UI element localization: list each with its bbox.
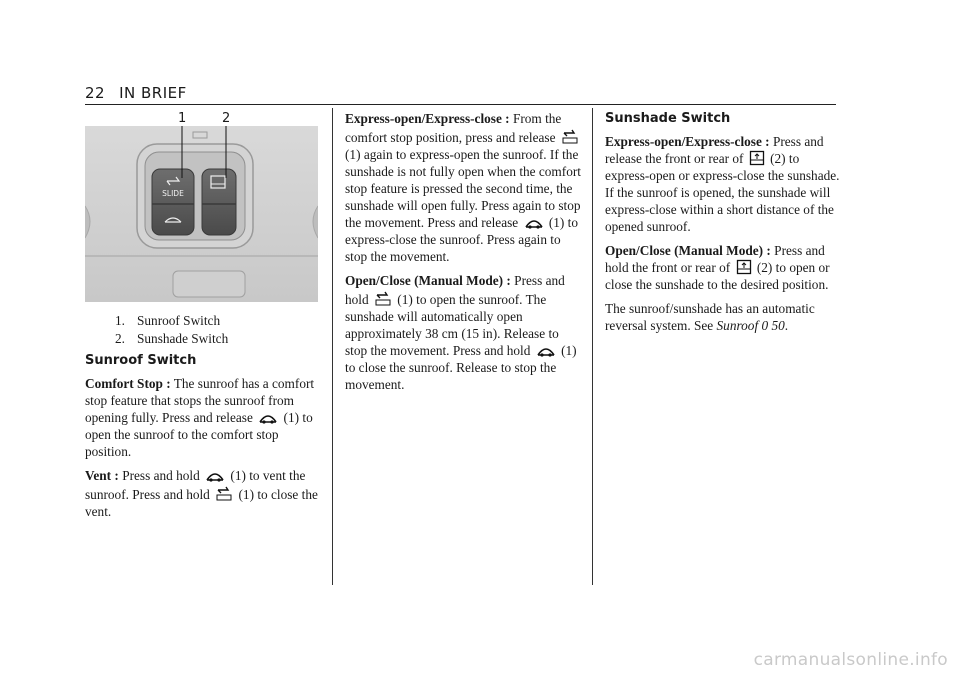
slide-icon	[561, 127, 579, 145]
header-rule	[85, 104, 836, 105]
sunroof-console-figure	[85, 126, 318, 302]
slide-icon	[374, 289, 392, 307]
car-tilt-icon	[524, 216, 544, 230]
page-number: 22	[85, 84, 106, 102]
column-divider	[592, 108, 593, 585]
sunshade-express-paragraph: Express-open/Express-close : Press and release the front or rear of (2) to express-open or express-close the sunshade. If the sunroof is opened, the sunshade will express-close within a short distance of the opened sunroof.	[605, 134, 840, 234]
car-tilt-icon	[258, 411, 278, 425]
column-1	[85, 352, 323, 527]
watermark: carmanualsonline.info	[753, 650, 948, 670]
slide-label: SLIDE	[162, 189, 184, 198]
column-divider	[332, 108, 333, 585]
express-open-paragraph: Express-open/Express-close : From the comfort stop position, press and release (1) again to express-open the sunroof. If the sunshade is not fully open when the comfort stop feature is pressed the second time, the sunshade will open fully. Press again to stop the movement. Press and release (1) to express-close the sunroof. Press again to stop the movement.	[345, 111, 581, 264]
manual-mode-paragraph: Open/Close (Manual Mode) : Press and hold (1) to open the sunroof. The sunshade will automatically open approximately 38 cm (15 in). Release to stop the movement. Press and hold (1) to close the sunroof. Release to stop the movement.	[345, 273, 577, 392]
heading-sunshade-switch: Sunshade Switch	[605, 111, 731, 126]
car-tilt-icon	[536, 344, 556, 358]
callout-2: 2	[222, 111, 231, 126]
slide-icon	[215, 484, 233, 502]
sunroof-reference-link[interactable]: Sunroof	[716, 318, 759, 333]
comfort-stop-paragraph: Comfort Stop : The sunroof has a comfort stop feature that stops the sunroof from opening fully. Press and release (1) to open the sunroof to the comfort stop position.	[85, 376, 315, 459]
section-title: IN BRIEF	[119, 84, 187, 102]
page-header	[85, 84, 187, 102]
sunshade-icon	[749, 150, 765, 166]
page-reference[interactable]: 0 50	[761, 318, 785, 333]
sunshade-manual-paragraph: Open/Close (Manual Mode) : Press and hold the front or rear of (2) to open or close the sunshade to the desired position.	[605, 243, 830, 292]
vent-paragraph: Vent : Press and hold (1) to vent the sunroof. Press and hold (1) to close the vent.	[85, 468, 318, 519]
heading-sunroof-switch: Sunroof Switch	[85, 353, 197, 368]
column-3	[605, 110, 843, 341]
sunshade-icon	[736, 259, 752, 275]
figure-captions	[115, 312, 228, 348]
car-tilt-icon	[205, 469, 225, 483]
column-2	[345, 110, 583, 400]
reversal-paragraph: The sunroof/sunshade has an automatic reversal system. See Sunroof 0 50.	[605, 301, 815, 333]
callout-1: 1	[178, 111, 187, 126]
caption-item: 2. Sunshade Switch	[115, 331, 229, 346]
caption-item: 1. Sunroof Switch	[115, 313, 221, 328]
